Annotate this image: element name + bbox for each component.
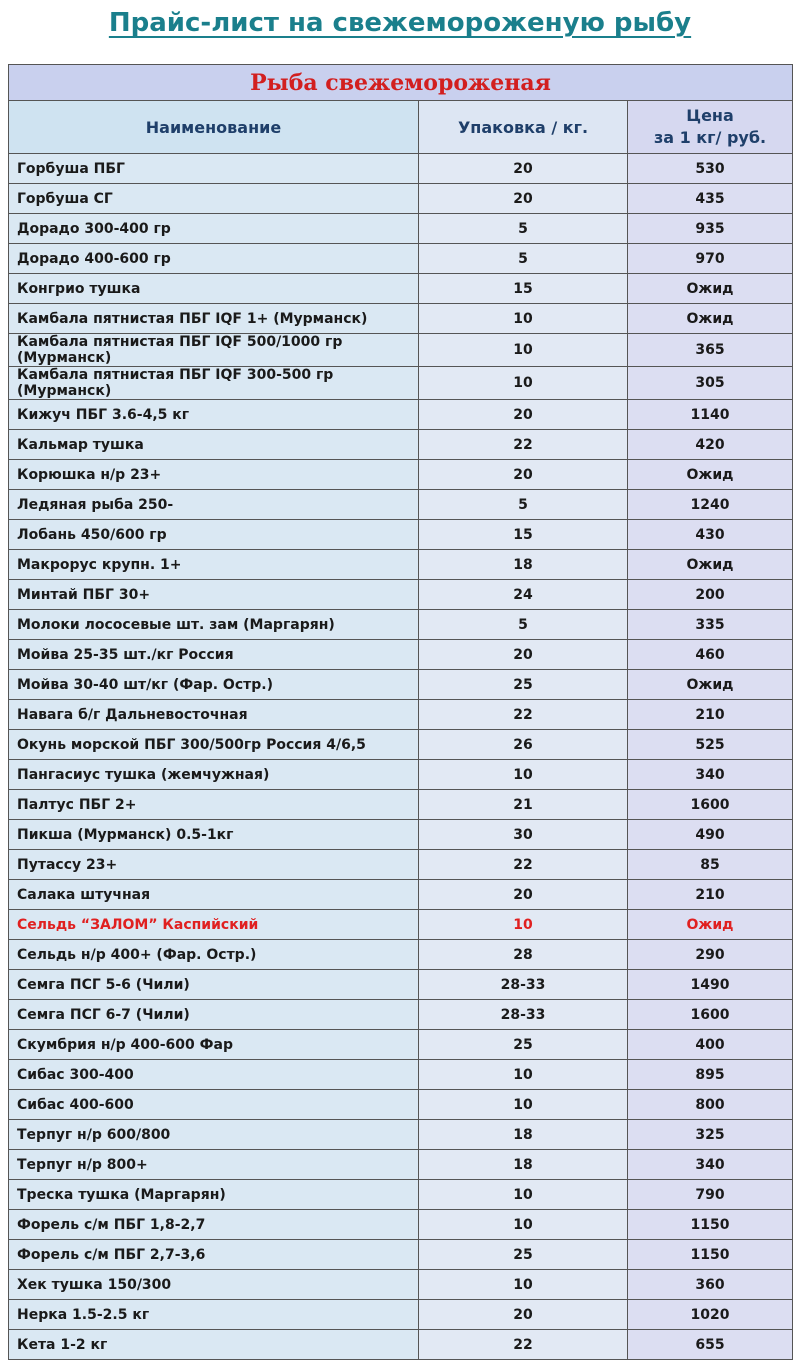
table-row [9, 1240, 793, 1270]
table-row [9, 1150, 793, 1180]
pack-size-cell: 18 [419, 1150, 628, 1180]
pack-size-cell: 10 [419, 910, 628, 940]
price-cell: 800 [628, 1090, 793, 1120]
table-row [9, 940, 793, 970]
price-cell: 200 [628, 580, 793, 610]
table-row [9, 910, 793, 940]
pack-size-cell: 15 [419, 274, 628, 304]
price-cell: 430 [628, 520, 793, 550]
pack-size-cell: 18 [419, 1120, 628, 1150]
product-name-cell: Терпуг н/р 800+ [9, 1150, 419, 1180]
price-cell: 935 [628, 214, 793, 244]
product-name-cell: Дорадо 400-600 гр [9, 244, 419, 274]
table-row [9, 1330, 793, 1360]
pack-size-cell: 30 [419, 820, 628, 850]
table-row [9, 880, 793, 910]
price-cell: 400 [628, 1030, 793, 1060]
price-cell: 1140 [628, 400, 793, 430]
price-cell: 210 [628, 700, 793, 730]
price-cell: 85 [628, 850, 793, 880]
price-cell: Ожид [628, 460, 793, 490]
price-table-body [9, 154, 793, 1360]
pack-size-cell: 18 [419, 550, 628, 580]
price-cell: 365 [628, 334, 793, 367]
column-header-price-line2: за 1 кг/ руб. [653, 128, 767, 147]
product-name-cell: Пангасиус тушка (жемчужная) [9, 760, 419, 790]
product-name-cell: Салака штучная [9, 880, 419, 910]
table-row [9, 244, 793, 274]
product-name-cell: Горбуша СГ [9, 184, 419, 214]
pack-size-cell: 10 [419, 1180, 628, 1210]
pack-size-cell: 20 [419, 880, 628, 910]
pack-size-cell: 20 [419, 184, 628, 214]
table-row [9, 760, 793, 790]
table-row [9, 334, 793, 367]
table-row [9, 274, 793, 304]
table-row [9, 430, 793, 460]
product-name-cell: Горбуша ПБГ [9, 154, 419, 184]
table-row [9, 1090, 793, 1120]
column-header-pack: Упаковка / кг. [419, 101, 628, 154]
price-cell: 420 [628, 430, 793, 460]
product-name-cell: Дорадо 300-400 гр [9, 214, 419, 244]
price-cell: 325 [628, 1120, 793, 1150]
pack-size-cell: 20 [419, 640, 628, 670]
table-row [9, 490, 793, 520]
product-name-cell: Камбала пятнистая ПБГ IQF 300-500 гр (Мурманск) [9, 367, 419, 400]
price-cell: 360 [628, 1270, 793, 1300]
price-cell: 1150 [628, 1210, 793, 1240]
pack-size-cell: 5 [419, 214, 628, 244]
price-cell: 335 [628, 610, 793, 640]
table-row [9, 1270, 793, 1300]
table-row [9, 970, 793, 1000]
pack-size-cell: 20 [419, 460, 628, 490]
pack-size-cell: 5 [419, 490, 628, 520]
table-row [9, 550, 793, 580]
table-row [9, 1210, 793, 1240]
pack-size-cell: 22 [419, 850, 628, 880]
price-cell: 1600 [628, 1000, 793, 1030]
pack-size-cell: 5 [419, 610, 628, 640]
table-row [9, 304, 793, 334]
pack-size-cell: 25 [419, 1240, 628, 1270]
pack-size-cell: 28-33 [419, 1000, 628, 1030]
table-row [9, 610, 793, 640]
price-cell: 490 [628, 820, 793, 850]
product-name-cell: Сельдь н/р 400+ (Фар. Остр.) [9, 940, 419, 970]
pack-size-cell: 10 [419, 1210, 628, 1240]
product-name-cell: Сельдь “ЗАЛОМ” Каспийский [9, 910, 419, 940]
product-name-cell: Кета 1-2 кг [9, 1330, 419, 1360]
table-row [9, 1180, 793, 1210]
pack-size-cell: 25 [419, 670, 628, 700]
table-row [9, 214, 793, 244]
pack-size-cell: 10 [419, 304, 628, 334]
pack-size-cell: 20 [419, 400, 628, 430]
product-name-cell: Кижуч ПБГ 3.6-4,5 кг [9, 400, 419, 430]
product-name-cell: Корюшка н/р 23+ [9, 460, 419, 490]
price-cell: 530 [628, 154, 793, 184]
price-cell: 340 [628, 1150, 793, 1180]
product-name-cell: Кальмар тушка [9, 430, 419, 460]
pack-size-cell: 28-33 [419, 970, 628, 1000]
product-name-cell: Сибас 400-600 [9, 1090, 419, 1120]
price-cell: Ожид [628, 274, 793, 304]
pack-size-cell: 10 [419, 1090, 628, 1120]
product-name-cell: Семга ПСГ 6-7 (Чили) [9, 1000, 419, 1030]
pack-size-cell: 20 [419, 1300, 628, 1330]
table-row [9, 1300, 793, 1330]
product-name-cell: Камбала пятнистая ПБГ IQF 500/1000 гр (Мурманск) [9, 334, 419, 367]
product-name-cell: Треска тушка (Маргарян) [9, 1180, 419, 1210]
product-name-cell: Минтай ПБГ 30+ [9, 580, 419, 610]
price-cell: 1020 [628, 1300, 793, 1330]
product-name-cell: Мойва 30-40 шт/кг (Фар. Остр.) [9, 670, 419, 700]
product-name-cell: Скумбрия н/р 400-600 Фар [9, 1030, 419, 1060]
column-header-name: Наименование [9, 101, 419, 154]
pack-size-cell: 21 [419, 790, 628, 820]
price-cell: 435 [628, 184, 793, 214]
product-name-cell: Форель с/м ПБГ 2,7-3,6 [9, 1240, 419, 1270]
price-cell: Ожид [628, 304, 793, 334]
pack-size-cell: 10 [419, 1270, 628, 1300]
column-header-price [628, 101, 793, 154]
price-cell: Ожид [628, 910, 793, 940]
product-name-cell: Навага б/г Дальневосточная [9, 700, 419, 730]
product-name-cell: Макрорус крупн. 1+ [9, 550, 419, 580]
product-name-cell: Палтус ПБГ 2+ [9, 790, 419, 820]
pack-size-cell: 20 [419, 154, 628, 184]
product-name-cell: Камбала пятнистая ПБГ IQF 1+ (Мурманск) [9, 304, 419, 334]
table-row [9, 640, 793, 670]
pack-size-cell: 22 [419, 1330, 628, 1360]
pack-size-cell: 5 [419, 244, 628, 274]
price-cell: 290 [628, 940, 793, 970]
product-name-cell: Семга ПСГ 5-6 (Чили) [9, 970, 419, 1000]
price-cell: 1240 [628, 490, 793, 520]
price-cell: 340 [628, 760, 793, 790]
price-cell: 655 [628, 1330, 793, 1360]
price-cell: 460 [628, 640, 793, 670]
product-name-cell: Ледяная рыба 250- [9, 490, 419, 520]
price-cell: 1600 [628, 790, 793, 820]
price-cell: 210 [628, 880, 793, 910]
table-row [9, 520, 793, 550]
table-row [9, 700, 793, 730]
pack-size-cell: 10 [419, 367, 628, 400]
pack-size-cell: 25 [419, 1030, 628, 1060]
price-cell: 1490 [628, 970, 793, 1000]
pack-size-cell: 10 [419, 334, 628, 367]
price-cell: 970 [628, 244, 793, 274]
table-row [9, 400, 793, 430]
price-table [8, 64, 793, 1360]
table-row [9, 1000, 793, 1030]
product-name-cell: Путассу 23+ [9, 850, 419, 880]
pack-size-cell: 10 [419, 760, 628, 790]
product-name-cell: Пикша (Мурманск) 0.5-1кг [9, 820, 419, 850]
table-row [9, 730, 793, 760]
product-name-cell: Сибас 300-400 [9, 1060, 419, 1090]
price-cell: Ожид [628, 670, 793, 700]
pack-size-cell: 26 [419, 730, 628, 760]
table-row [9, 1060, 793, 1090]
table-row [9, 850, 793, 880]
table-row [9, 1120, 793, 1150]
product-name-cell: Хек тушка 150/300 [9, 1270, 419, 1300]
table-row [9, 460, 793, 490]
pack-size-cell: 24 [419, 580, 628, 610]
price-cell: 790 [628, 1180, 793, 1210]
pack-size-cell: 15 [419, 520, 628, 550]
pack-size-cell: 22 [419, 700, 628, 730]
product-name-cell: Молоки лососевые шт. зам (Маргарян) [9, 610, 419, 640]
pack-size-cell: 28 [419, 940, 628, 970]
product-name-cell: Форель с/м ПБГ 1,8-2,7 [9, 1210, 419, 1240]
price-cell: Ожид [628, 550, 793, 580]
product-name-cell: Терпуг н/р 600/800 [9, 1120, 419, 1150]
section-title: Рыба свежемороженая [9, 65, 793, 101]
pack-size-cell: 10 [419, 1060, 628, 1090]
price-cell: 305 [628, 367, 793, 400]
table-row [9, 790, 793, 820]
column-header-price-line1: Цена [686, 106, 734, 125]
table-row [9, 580, 793, 610]
product-name-cell: Конгрио тушка [9, 274, 419, 304]
table-row [9, 184, 793, 214]
product-name-cell: Мойва 25-35 шт./кг Россия [9, 640, 419, 670]
product-name-cell: Нерка 1.5-2.5 кг [9, 1300, 419, 1330]
price-cell: 525 [628, 730, 793, 760]
table-row [9, 1030, 793, 1060]
price-cell: 1150 [628, 1240, 793, 1270]
page-title: Прайс-лист на свежемороженую рыбу [108, 8, 692, 38]
table-row [9, 820, 793, 850]
table-row [9, 367, 793, 400]
product-name-cell: Лобань 450/600 гр [9, 520, 419, 550]
product-name-cell: Окунь морской ПБГ 300/500гр Россия 4/6,5 [9, 730, 419, 760]
table-row [9, 154, 793, 184]
price-cell: 895 [628, 1060, 793, 1090]
pack-size-cell: 22 [419, 430, 628, 460]
table-row [9, 670, 793, 700]
